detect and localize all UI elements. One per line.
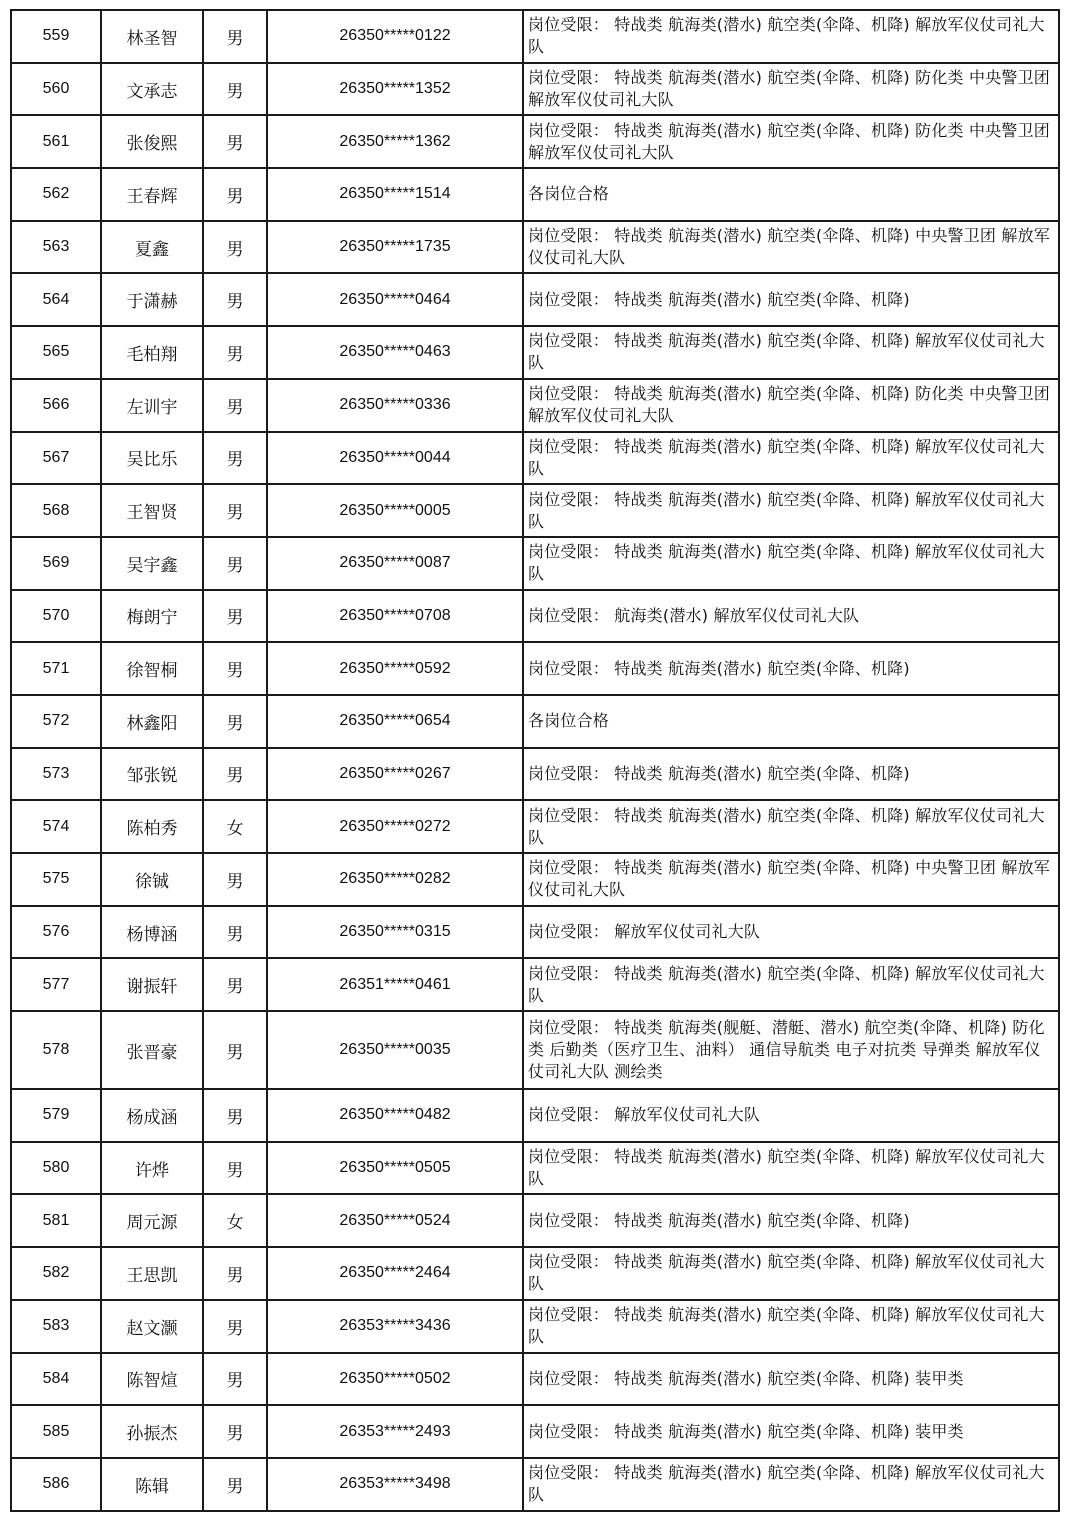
candidate-name: 林鑫阳: [101, 695, 203, 748]
candidate-name: 陈柏秀: [101, 800, 203, 853]
candidate-name: 赵文灏: [101, 1300, 203, 1353]
candidate-id: 26350*****1514: [267, 168, 523, 221]
candidate-remark: 岗位受限： 特战类 航海类(潜水) 航空类(伞降、机降) 装甲类: [523, 1405, 1059, 1458]
candidate-id: 26350*****0044: [267, 432, 523, 485]
row-number: 562: [11, 168, 101, 221]
candidate-sex: 男: [203, 1142, 267, 1195]
candidate-remark: 岗位受限： 特战类 航海类(潜水) 航空类(伞降、机降) 解放军仪仗司礼大队: [523, 326, 1059, 379]
candidate-name: 王智贤: [101, 484, 203, 537]
table-row: [11, 484, 1059, 537]
candidate-remark: 岗位受限： 特战类 航海类(潜水) 航空类(伞降、机降) 解放军仪仗司礼大队: [523, 1458, 1059, 1511]
candidate-sex: 男: [203, 221, 267, 274]
table-row: [11, 958, 1059, 1011]
candidate-remark: 各岗位合格: [523, 695, 1059, 748]
candidate-id: 26350*****0272: [267, 800, 523, 853]
candidate-remark: 岗位受限： 解放军仪仗司礼大队: [523, 1089, 1059, 1142]
candidate-name: 左训宇: [101, 379, 203, 432]
candidate-id: 26350*****0463: [267, 326, 523, 379]
table-row: [11, 853, 1059, 906]
candidate-id: 26353*****3436: [267, 1300, 523, 1353]
table-row: [11, 537, 1059, 590]
candidate-name: 张俊熙: [101, 115, 203, 168]
row-number: 572: [11, 695, 101, 748]
candidate-sex: 男: [203, 590, 267, 643]
candidate-sex: 男: [203, 853, 267, 906]
candidate-id: 26350*****0464: [267, 273, 523, 326]
candidate-id: 26350*****0122: [267, 10, 523, 63]
candidate-id: 26350*****0267: [267, 748, 523, 801]
candidate-name: 周元源: [101, 1194, 203, 1247]
candidate-id: 26350*****0315: [267, 906, 523, 959]
results-table: [10, 9, 1060, 1512]
candidate-name: 杨博涵: [101, 906, 203, 959]
candidate-sex: 男: [203, 273, 267, 326]
candidate-id: 26350*****0282: [267, 853, 523, 906]
candidate-remark: 岗位受限： 特战类 航海类(潜水) 航空类(伞降、机降) 防化类 中央警卫团 解放军仪仗司礼大队: [523, 379, 1059, 432]
candidate-id: 26350*****0592: [267, 642, 523, 695]
candidate-remark: 岗位受限： 特战类 航海类(潜水) 航空类(伞降、机降) 解放军仪仗司礼大队: [523, 432, 1059, 485]
candidate-remark: 岗位受限： 特战类 航海类(潜水) 航空类(伞降、机降) 解放军仪仗司礼大队: [523, 10, 1059, 63]
row-number: 563: [11, 221, 101, 274]
candidate-sex: 男: [203, 537, 267, 590]
table-row: [11, 695, 1059, 748]
candidate-id: 26350*****0502: [267, 1353, 523, 1406]
row-number: 578: [11, 1011, 101, 1089]
candidate-id: 26350*****1735: [267, 221, 523, 274]
candidate-name: 许烨: [101, 1142, 203, 1195]
table-row: [11, 1300, 1059, 1353]
candidate-sex: 男: [203, 748, 267, 801]
table-row: [11, 273, 1059, 326]
table-row: [11, 115, 1059, 168]
candidate-name: 吴比乐: [101, 432, 203, 485]
candidate-sex: 男: [203, 432, 267, 485]
candidate-sex: 男: [203, 1405, 267, 1458]
candidate-remark: 岗位受限： 特战类 航海类(潜水) 航空类(伞降、机降): [523, 642, 1059, 695]
candidate-sex: 男: [203, 379, 267, 432]
row-number: 561: [11, 115, 101, 168]
row-number: 581: [11, 1194, 101, 1247]
candidate-id: 26353*****2493: [267, 1405, 523, 1458]
candidate-name: 谢振轩: [101, 958, 203, 1011]
row-number: 559: [11, 10, 101, 63]
candidate-name: 夏鑫: [101, 221, 203, 274]
candidate-name: 林圣智: [101, 10, 203, 63]
candidate-name: 王春辉: [101, 168, 203, 221]
candidate-id: 26350*****1352: [267, 63, 523, 116]
row-number: 571: [11, 642, 101, 695]
candidate-id: 26350*****0654: [267, 695, 523, 748]
candidate-sex: 男: [203, 63, 267, 116]
candidate-remark: 各岗位合格: [523, 168, 1059, 221]
table-row: [11, 1353, 1059, 1406]
candidate-remark: 岗位受限： 特战类 航海类(潜水) 航空类(伞降、机降) 防化类 中央警卫团 解放军仪仗司礼大队: [523, 63, 1059, 116]
row-number: 570: [11, 590, 101, 643]
candidate-sex: 男: [203, 10, 267, 63]
row-number: 577: [11, 958, 101, 1011]
candidate-id: 26353*****3498: [267, 1458, 523, 1511]
row-number: 585: [11, 1405, 101, 1458]
candidate-name: 于潇赫: [101, 273, 203, 326]
candidate-id: 26350*****0708: [267, 590, 523, 643]
table-row: [11, 748, 1059, 801]
candidate-sex: 男: [203, 1247, 267, 1300]
candidate-sex: 女: [203, 800, 267, 853]
row-number: 582: [11, 1247, 101, 1300]
candidate-id: 26351*****0461: [267, 958, 523, 1011]
candidate-sex: 男: [203, 168, 267, 221]
table-row: [11, 1011, 1059, 1089]
row-number: 567: [11, 432, 101, 485]
table-row: [11, 1458, 1059, 1511]
candidate-id: 26350*****1362: [267, 115, 523, 168]
table-row: [11, 1405, 1059, 1458]
candidate-remark: 岗位受限： 特战类 航海类(潜水) 航空类(伞降、机降): [523, 748, 1059, 801]
candidate-name: 文承志: [101, 63, 203, 116]
candidate-sex: 男: [203, 695, 267, 748]
table-row: [11, 432, 1059, 485]
row-number: 584: [11, 1353, 101, 1406]
candidate-name: 陈辑: [101, 1458, 203, 1511]
candidate-remark: 岗位受限： 特战类 航海类(潜水) 航空类(伞降、机降): [523, 273, 1059, 326]
candidate-name: 徐智桐: [101, 642, 203, 695]
candidate-remark: 岗位受限： 解放军仪仗司礼大队: [523, 906, 1059, 959]
table-row: [11, 800, 1059, 853]
candidate-id: 26350*****0336: [267, 379, 523, 432]
table-row: [11, 590, 1059, 643]
row-number: 565: [11, 326, 101, 379]
row-number: 580: [11, 1142, 101, 1195]
candidate-sex: 男: [203, 906, 267, 959]
candidate-sex: 男: [203, 642, 267, 695]
row-number: 560: [11, 63, 101, 116]
table-row: [11, 1194, 1059, 1247]
table-row: [11, 1089, 1059, 1142]
candidate-remark: 岗位受限： 特战类 航海类(潜水) 航空类(伞降、机降) 中央警卫团 解放军仪仗司礼大队: [523, 853, 1059, 906]
candidate-remark: 岗位受限： 特战类 航海类(潜水) 航空类(伞降、机降) 防化类 中央警卫团 解放军仪仗司礼大队: [523, 115, 1059, 168]
row-number: 569: [11, 537, 101, 590]
candidate-remark: 岗位受限： 特战类 航海类(潜水) 航空类(伞降、机降) 解放军仪仗司礼大队: [523, 484, 1059, 537]
row-number: 566: [11, 379, 101, 432]
candidate-name: 张晋豪: [101, 1011, 203, 1089]
candidate-id: 26350*****0482: [267, 1089, 523, 1142]
row-number: 573: [11, 748, 101, 801]
candidate-name: 徐铖: [101, 853, 203, 906]
candidate-id: 26350*****2464: [267, 1247, 523, 1300]
candidate-remark: 岗位受限： 特战类 航海类(潜水) 航空类(伞降、机降) 解放军仪仗司礼大队: [523, 958, 1059, 1011]
row-number: 583: [11, 1300, 101, 1353]
table-row: [11, 1247, 1059, 1300]
table-row: [11, 642, 1059, 695]
candidate-name: 陈智煊: [101, 1353, 203, 1406]
candidate-remark: 岗位受限： 特战类 航海类(潜水) 航空类(伞降、机降) 解放军仪仗司礼大队: [523, 1300, 1059, 1353]
candidate-id: 26350*****0087: [267, 537, 523, 590]
row-number: 586: [11, 1458, 101, 1511]
candidate-id: 26350*****0005: [267, 484, 523, 537]
table-row: [11, 1142, 1059, 1195]
candidate-remark: 岗位受限： 特战类 航海类(潜水) 航空类(伞降、机降): [523, 1194, 1059, 1247]
candidate-name: 毛柏翔: [101, 326, 203, 379]
candidate-id: 26350*****0035: [267, 1011, 523, 1089]
candidate-name: 吴宇鑫: [101, 537, 203, 590]
candidate-name: 王思凯: [101, 1247, 203, 1300]
table-row: [11, 221, 1059, 274]
table-row: [11, 168, 1059, 221]
candidate-name: 梅朗宁: [101, 590, 203, 643]
row-number: 575: [11, 853, 101, 906]
candidate-name: 孙振杰: [101, 1405, 203, 1458]
candidate-sex: 女: [203, 1194, 267, 1247]
candidate-sex: 男: [203, 1458, 267, 1511]
candidate-id: 26350*****0524: [267, 1194, 523, 1247]
candidate-name: 邹张锐: [101, 748, 203, 801]
candidate-remark: 岗位受限： 特战类 航海类(舰艇、潜艇、潜水) 航空类(伞降、机降) 防化类 后勤类（医疗卫生、油料） 通信导航类 电子对抗类 导弹类 解放军仪仗司礼大队 测绘类: [523, 1011, 1059, 1089]
candidate-id: 26350*****0505: [267, 1142, 523, 1195]
candidate-sex: 男: [203, 1353, 267, 1406]
candidate-name: 杨成涵: [101, 1089, 203, 1142]
results-table-body: [11, 10, 1059, 1511]
row-number: 576: [11, 906, 101, 959]
candidate-remark: 岗位受限： 特战类 航海类(潜水) 航空类(伞降、机降) 解放军仪仗司礼大队: [523, 800, 1059, 853]
candidate-sex: 男: [203, 1089, 267, 1142]
candidate-remark: 岗位受限： 航海类(潜水) 解放军仪仗司礼大队: [523, 590, 1059, 643]
row-number: 579: [11, 1089, 101, 1142]
candidate-sex: 男: [203, 484, 267, 537]
table-row: [11, 326, 1059, 379]
candidate-sex: 男: [203, 326, 267, 379]
candidate-sex: 男: [203, 958, 267, 1011]
row-number: 564: [11, 273, 101, 326]
row-number: 574: [11, 800, 101, 853]
candidate-sex: 男: [203, 1011, 267, 1089]
row-number: 568: [11, 484, 101, 537]
candidate-remark: 岗位受限： 特战类 航海类(潜水) 航空类(伞降、机降) 装甲类: [523, 1353, 1059, 1406]
candidate-remark: 岗位受限： 特战类 航海类(潜水) 航空类(伞降、机降) 解放军仪仗司礼大队: [523, 537, 1059, 590]
table-row: [11, 10, 1059, 63]
candidate-remark: 岗位受限： 特战类 航海类(潜水) 航空类(伞降、机降) 中央警卫团 解放军仪仗司礼大队: [523, 221, 1059, 274]
table-row: [11, 379, 1059, 432]
candidate-remark: 岗位受限： 特战类 航海类(潜水) 航空类(伞降、机降) 解放军仪仗司礼大队: [523, 1247, 1059, 1300]
candidate-remark: 岗位受限： 特战类 航海类(潜水) 航空类(伞降、机降) 解放军仪仗司礼大队: [523, 1142, 1059, 1195]
candidate-sex: 男: [203, 115, 267, 168]
table-row: [11, 906, 1059, 959]
candidate-sex: 男: [203, 1300, 267, 1353]
table-row: [11, 63, 1059, 116]
